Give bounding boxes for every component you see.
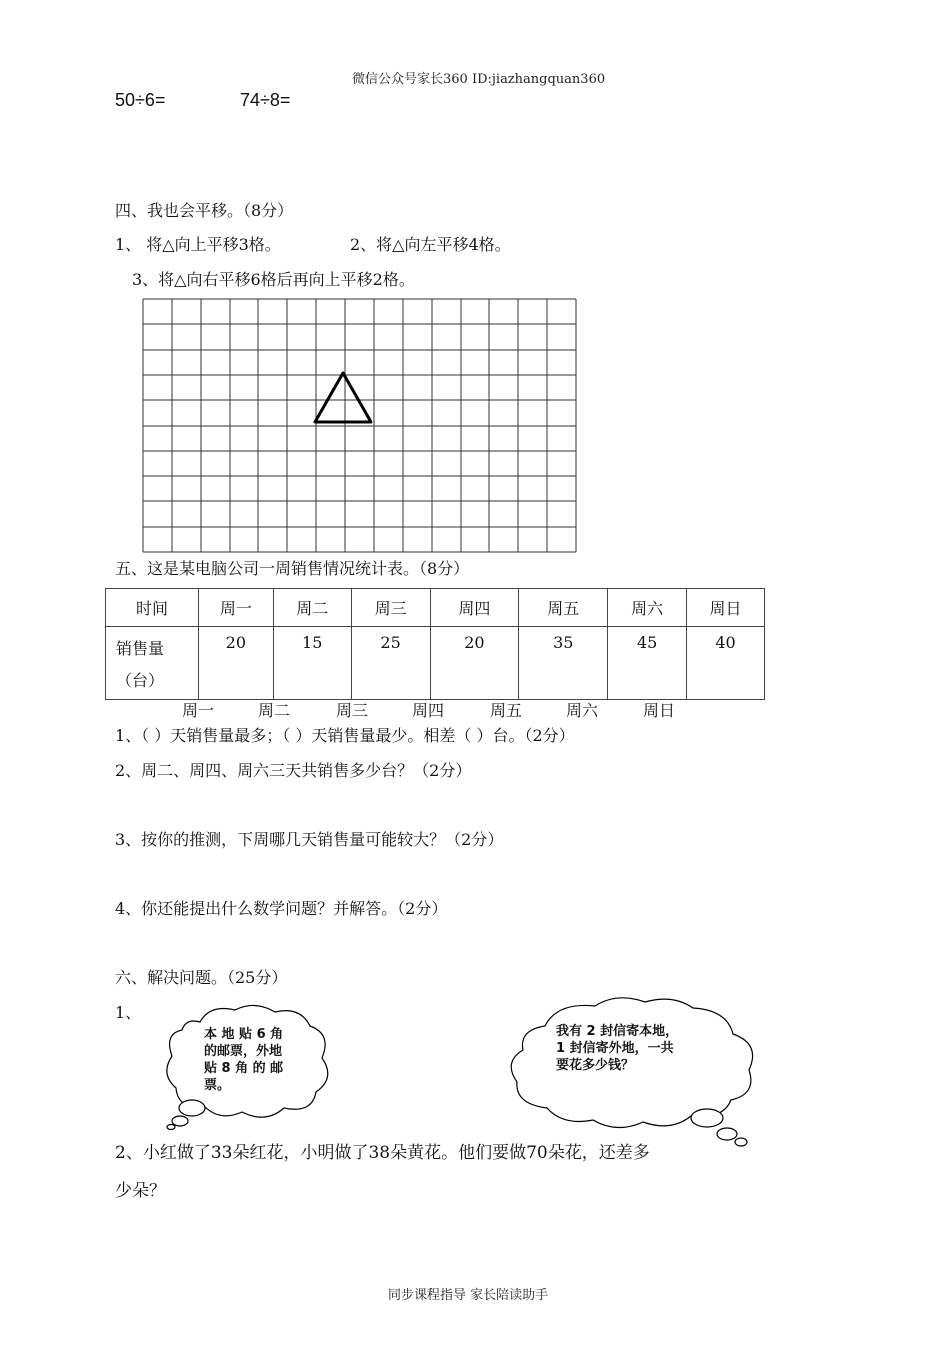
section5-q1: 1、（ ）天销售量最多；（ ）天销售量最少。相差（ ）台。（2分）	[115, 726, 575, 745]
table-header-cell: 周五	[519, 589, 608, 627]
table-cell: 45	[608, 627, 687, 700]
table-cell: 20	[198, 627, 273, 700]
day-label: 周日	[643, 701, 676, 720]
section6-q1-label: 1、	[115, 1003, 142, 1022]
day-label: 周一	[182, 701, 215, 720]
section5-q4: 4、你还能提出什么数学问题？并解答。（2分）	[115, 899, 448, 918]
day-label: 周五	[490, 701, 523, 720]
row-label-line1: 销售量	[116, 639, 165, 658]
cloud-left-line: 本 地 贴 6 角	[204, 1027, 284, 1042]
table-header-row	[106, 589, 765, 627]
day-label: 周三	[336, 701, 369, 720]
row-label-line2: （台）	[116, 671, 165, 690]
cloud-left-line: 贴 8 角 的 邮	[204, 1061, 284, 1076]
table-header-cell: 周六	[608, 589, 687, 627]
table-header-cell: 周三	[351, 589, 430, 627]
table-row	[106, 627, 765, 700]
cloud-left-line: 票。	[204, 1078, 231, 1093]
day-label: 周二	[258, 701, 291, 720]
table-cell: 20	[430, 627, 519, 700]
table-header-cell: 周日	[687, 589, 765, 627]
section6-q2-line1: 2、小红做了33朵红花，小明做了38朵黄花。他们要做70朵花，还差多	[115, 1143, 650, 1163]
section5-q3: 3、按你的推测，下周哪几天销售量可能较大？（2分）	[115, 830, 504, 849]
page-header: 微信公众号家长360 ID:jiazhangquan360	[352, 72, 606, 87]
cloud-left-line: 的邮票，外地	[204, 1044, 283, 1059]
equation-2: 74÷8=	[240, 90, 291, 110]
table-header-cell: 周一	[198, 589, 273, 627]
equation-1: 50÷6=	[115, 90, 166, 110]
section5-q2: 2、周二、周四、周六三天共销售多少台？（2分）	[115, 761, 472, 780]
day-label: 周四	[412, 701, 445, 720]
translation-grid	[142, 298, 577, 553]
table-cell: 25	[351, 627, 430, 700]
cloud-right-line: 我有 2 封信寄本地，	[556, 1024, 679, 1039]
sales-table	[105, 588, 765, 700]
day-label: 周六	[566, 701, 599, 720]
cloud-right-line: 1 封信寄外地，一共	[556, 1041, 674, 1056]
section4-q1: 1、 将△向上平移3格。	[115, 235, 281, 254]
cloud-left-text	[204, 1026, 283, 1094]
section5-title: 五、这是某电脑公司一周销售情况统计表。（8分）	[115, 559, 470, 578]
section6-title: 六、解决问题。（25分）	[115, 968, 288, 987]
table-cell: 40	[687, 627, 765, 700]
section4-q3: 3、将△向右平移6格后再向上平移2格。	[132, 270, 415, 289]
table-cell: 35	[519, 627, 608, 700]
cloud-right-line: 要花多少钱？	[556, 1058, 635, 1073]
page-footer: 同步课程指导 家长陪读助手	[388, 1288, 549, 1303]
section4-title: 四、我也会平移。（8分）	[115, 201, 294, 220]
day-labels	[0, 698, 950, 720]
table-header-cell: 周二	[273, 589, 351, 627]
row-label	[106, 627, 199, 700]
section6-q2-line2: 少朵？	[115, 1181, 166, 1201]
cloud-right-text	[556, 1023, 678, 1074]
section4-q2: 2、将△向左平移4格。	[350, 235, 511, 254]
table-cell: 15	[273, 627, 351, 700]
table-header-cell: 周四	[430, 589, 519, 627]
triangle-shape	[315, 373, 371, 422]
table-header-cell: 时间	[106, 589, 199, 627]
